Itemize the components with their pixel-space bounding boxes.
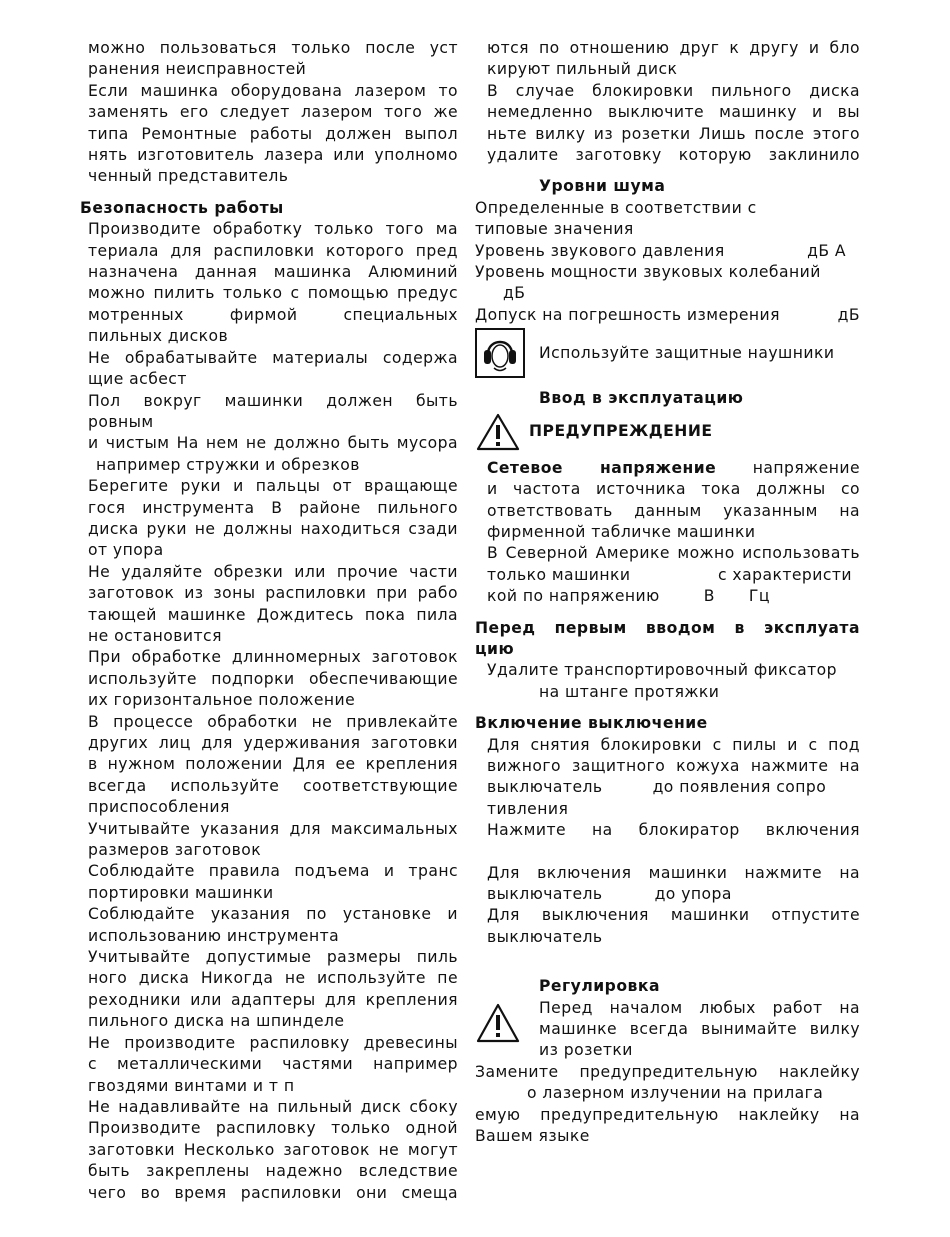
text-line: в нужном положении Для ее крепления bbox=[88, 755, 458, 774]
text-line: из розетки bbox=[539, 1041, 633, 1060]
noise-pressure-row bbox=[475, 241, 860, 262]
text-line: других лиц для удерживания заготовки bbox=[88, 734, 458, 752]
spacer bbox=[475, 948, 860, 976]
mains-na-row-2 bbox=[487, 586, 860, 607]
text-line: мотренных фирмой специальных bbox=[88, 305, 458, 324]
text-line: Удалите транспортировочный фиксатор bbox=[487, 661, 838, 680]
spacer bbox=[487, 842, 860, 863]
text-line: При обработке длинномерных заготовок bbox=[88, 648, 458, 667]
text-line: заменять его следует лазером того же bbox=[88, 103, 458, 122]
text-line: В Северной Америке можно использовать bbox=[487, 544, 860, 563]
noise-power-label: Уровень мощности звуковых колебаний bbox=[475, 263, 821, 282]
text-line: Пол вокруг машинки должен быть ровным bbox=[88, 391, 458, 431]
text-line: Не производите распиловку древесины bbox=[88, 1033, 458, 1052]
text-line: быть закреплены надежно вследствие bbox=[88, 1162, 458, 1181]
text-line: гвоздями винтами и т п bbox=[88, 1076, 295, 1095]
text-line: выключатель bbox=[487, 927, 603, 946]
text-line: ранения неисправностей bbox=[88, 60, 307, 79]
adjust-row bbox=[475, 998, 860, 1062]
text-line: Для выключения машинки отпустите bbox=[487, 906, 860, 925]
spacer bbox=[475, 703, 860, 713]
text-line: Не удаляйте обрезки или прочие части bbox=[88, 562, 458, 581]
noise-pressure-label: Уровень звукового давления bbox=[475, 241, 725, 260]
text-line: Замените предупредительную наклейку bbox=[475, 1062, 860, 1081]
text-line: емую предупредительную наклейку на bbox=[475, 1105, 860, 1124]
warning-row bbox=[475, 412, 860, 452]
text-fragment: с характеристи bbox=[718, 565, 852, 584]
text-line: тивления bbox=[487, 799, 569, 818]
text-line: диска руки не должны находиться сзади bbox=[88, 519, 458, 538]
text-line: Учитывайте указания для максимальных bbox=[88, 819, 458, 838]
text-line: кируют пильный диск bbox=[487, 60, 678, 79]
text-line: например стружки и обрезков bbox=[96, 455, 360, 474]
mains-rest: напряжение bbox=[752, 458, 860, 477]
text-line: Производите обработку только того ма bbox=[88, 220, 458, 239]
spacer bbox=[475, 166, 860, 176]
text-line: Не надавливайте на пильный диск сбоку bbox=[88, 1097, 458, 1116]
section-title-commissioning: Ввод в эксплуатацию bbox=[539, 389, 744, 408]
safety-block bbox=[80, 219, 458, 1204]
intro-block bbox=[80, 38, 458, 188]
text-fragment: выключатель bbox=[487, 885, 603, 903]
text-line: Для включения машинки нажмите на bbox=[487, 863, 860, 882]
text-line: размеров заготовок bbox=[88, 841, 262, 860]
section-title-first-use-cont: цию bbox=[475, 639, 515, 658]
text-line: приспособления bbox=[88, 798, 230, 817]
text-line: можно пилить только с помощью предус bbox=[88, 284, 458, 303]
text-fragment: до упора bbox=[654, 885, 732, 903]
section-title-noise: Уровни шума bbox=[539, 177, 666, 196]
text-line: В случае блокировки пильного диска bbox=[487, 81, 860, 100]
text-line: не остановится bbox=[88, 626, 222, 645]
text-line: Определенные в соответствии с bbox=[475, 198, 757, 217]
text-line: всегда используйте соответствующие bbox=[88, 776, 458, 795]
text-fragment: только машинки bbox=[487, 565, 631, 584]
text-line: использованию инструмента bbox=[88, 926, 340, 945]
noise-tolerance-label: Допуск на погрешность измерения bbox=[475, 305, 780, 324]
text-line: с металлическими частями например bbox=[88, 1055, 458, 1074]
text-line: тающей машинке Дождитесь пока пила bbox=[88, 605, 458, 624]
spacer bbox=[80, 188, 458, 198]
text-line: Соблюдайте указания по установке и bbox=[88, 905, 458, 924]
text-line: Если машинка оборудована лазером то bbox=[88, 81, 458, 100]
text-line: гося инструмента В районе пильного bbox=[88, 498, 458, 517]
text-line: ответствовать данным указанным на bbox=[487, 501, 860, 520]
text-line: Учитывайте допустимые размеры пиль bbox=[88, 948, 458, 967]
text-line: от упора bbox=[88, 541, 164, 560]
text-fragment: выключатель bbox=[487, 778, 603, 797]
section-title-adjust: Регулировка bbox=[539, 977, 661, 996]
mains-bold: Сетевое напряжение bbox=[487, 458, 717, 477]
warning-icon bbox=[475, 1002, 525, 1048]
text-line: щие асбест bbox=[88, 370, 187, 389]
onoff-row-3 bbox=[487, 777, 860, 798]
text-line: типовые значения bbox=[475, 220, 634, 239]
text-line: ются по отношению друг к другу и бло bbox=[487, 39, 860, 57]
text-line: вижного защитного кожуха нажмите на bbox=[487, 756, 860, 775]
text-line: В процессе обработки не привлекайте bbox=[88, 712, 458, 731]
text-line: Соблюдайте правила подъема и транс bbox=[88, 862, 458, 881]
text-line: назначена данная машинка Алюминий bbox=[88, 263, 458, 282]
text-line: немедленно выключите машинку и вы bbox=[487, 103, 860, 122]
spacer bbox=[475, 608, 860, 618]
text-line: реходники или адаптеры для крепления bbox=[88, 990, 458, 1009]
mains-na-row-1 bbox=[487, 565, 860, 586]
text-line: Вашем языке bbox=[475, 1127, 590, 1146]
text-line: Берегите руки и пальцы от вращающе bbox=[88, 477, 458, 496]
right-column bbox=[475, 38, 860, 1147]
text-line: портировки машинки bbox=[88, 883, 274, 902]
spacer bbox=[475, 378, 860, 388]
text-line: заготовки Несколько заготовок не могут bbox=[88, 1140, 458, 1159]
text-fragment: кой по напряжению bbox=[487, 587, 660, 606]
text-line: териала для распиловки которого пред bbox=[88, 241, 458, 260]
warning-label: ПРЕДУПРЕЖДЕНИЕ bbox=[529, 421, 713, 440]
onoff-block bbox=[475, 735, 860, 949]
ear-protection-row bbox=[475, 328, 860, 378]
text-line: пильных дисков bbox=[88, 327, 229, 346]
text-line: Перед началом любых работ на bbox=[539, 998, 860, 1017]
text-line bbox=[487, 458, 860, 479]
text-line: можно пользоваться только после уст bbox=[88, 39, 458, 57]
text-line: и частота источника тока должны со bbox=[487, 480, 860, 499]
onoff-row-7 bbox=[487, 884, 860, 905]
text-line: Нажмите на блокиратор включения bbox=[487, 821, 860, 840]
text-line: заготовок из зоны распиловки при рабо bbox=[88, 584, 458, 603]
noise-tolerance-unit: дБ bbox=[837, 305, 860, 324]
ear-protection-text: Используйте защитные наушники bbox=[539, 343, 835, 362]
ear-protection-icon bbox=[475, 328, 525, 378]
text-line: о лазерном излучении на прилага bbox=[527, 1084, 824, 1103]
section-title-first-use: Перед первым вводом в эксплуата bbox=[475, 618, 860, 637]
text-line: фирменной табличке машинки bbox=[487, 522, 756, 541]
text-line: пильного диска на шпинделе bbox=[88, 1012, 345, 1031]
text-line: Для снятия блокировки с пилы и с под bbox=[487, 735, 860, 754]
noise-tolerance-row bbox=[475, 305, 860, 326]
text-fragment: В bbox=[703, 587, 715, 606]
text-fragment: до появления сопро bbox=[652, 778, 827, 797]
warning-icon bbox=[475, 412, 523, 452]
right-intro-block bbox=[475, 38, 860, 166]
text-line: на штанге протяжки bbox=[539, 682, 720, 701]
text-line: нять изготовитель лазера или уполномо bbox=[88, 146, 458, 165]
text-line: чего во время распиловки они смеща bbox=[88, 1183, 458, 1202]
section-title-safety: Безопасность работы bbox=[80, 198, 284, 217]
text-line: используйте подпорки обеспечивающие bbox=[88, 669, 458, 688]
text-line: ньте вилку из розетки Лишь после этого bbox=[487, 124, 860, 143]
text-line: типа Ремонтные работы должен выпол bbox=[88, 124, 458, 143]
text-line: Производите распиловку только одной bbox=[88, 1119, 458, 1138]
noise-power-unit: дБ bbox=[503, 284, 526, 303]
noise-pressure-unit: дБ А bbox=[807, 241, 846, 260]
text-line: их горизонтальное положение bbox=[88, 691, 356, 710]
text-line: удалите заготовку которую заклинило bbox=[487, 146, 860, 165]
text-line: Не обрабатывайте материалы содержа bbox=[88, 348, 458, 367]
adjust-text bbox=[525, 998, 860, 1062]
text-line: ченный представитель bbox=[88, 167, 289, 186]
text-line: ного диска Никогда не используйте пе bbox=[88, 969, 458, 988]
text-line: машинке всегда вынимайте вилку bbox=[539, 1020, 860, 1039]
text-fragment: Гц bbox=[748, 587, 770, 606]
section-title-onoff: Включение выключение bbox=[475, 714, 708, 733]
left-column bbox=[80, 38, 458, 1204]
text-line: и чистым На нем не должно быть мусора bbox=[88, 434, 458, 453]
mains-block bbox=[475, 458, 860, 608]
